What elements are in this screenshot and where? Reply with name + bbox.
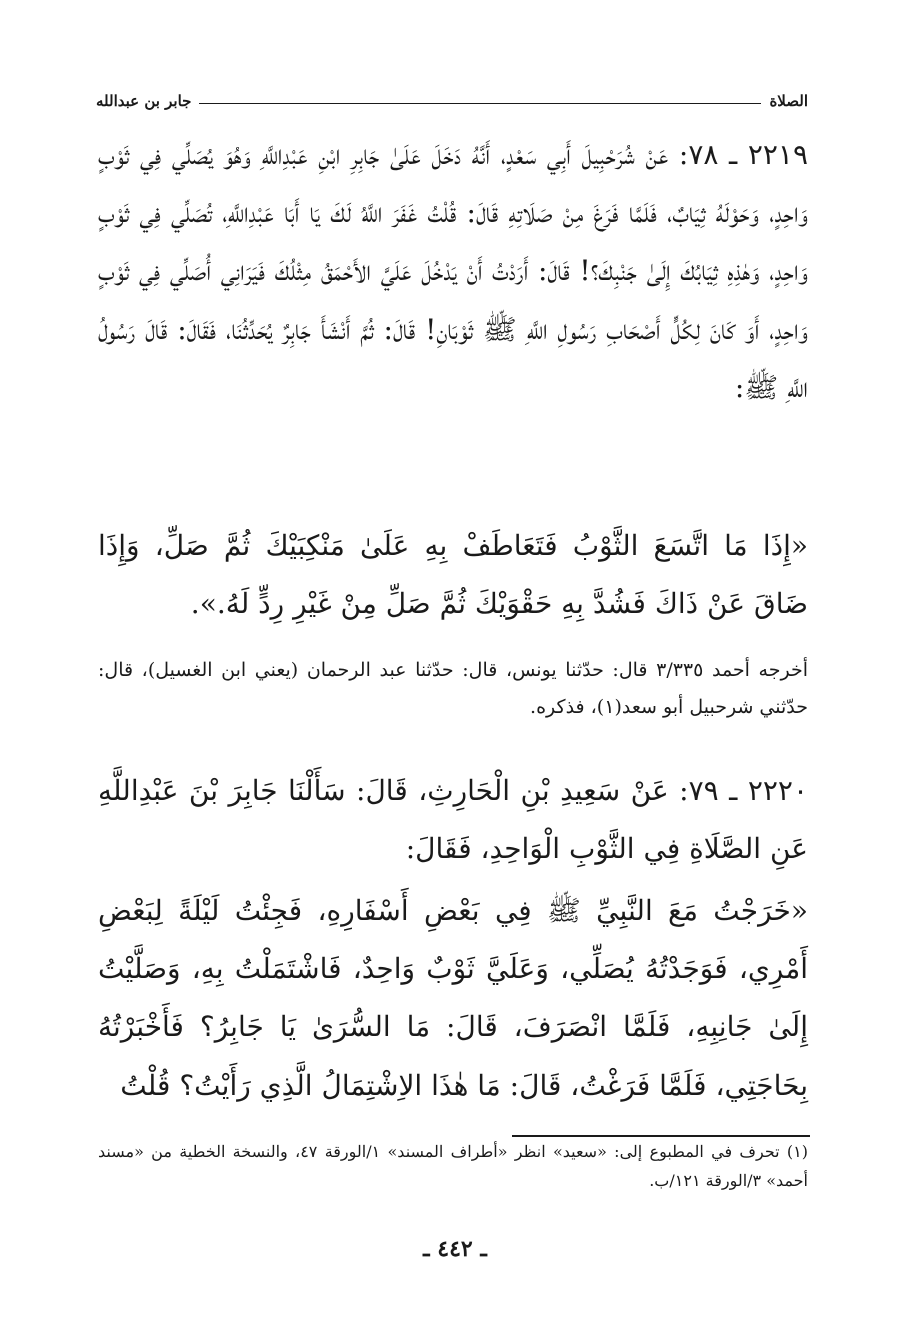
hadith-2220-text: ٢٢٢٠ ـ ٧٩: عَنْ سَعِيدِ بْنِ الْحَارِثِ، قَالَ: سَأَلْنَا جَابِرَ بْنَ عَبْدِاللَّهِ عَنِ الصَّلَاةِ فِي الثَّوْبِ الْوَاحِدِ، فَقَالَ: xyxy=(98,774,808,866)
footnote-text: (١) تحرف في المطبوع إلى: «سعيد» انظر «أطراف المسند» ١/الورقة ٤٧، والنسخة الخطية من «مسند أحمد» ٣/الورقة ١٢١/ب. xyxy=(98,1142,809,1190)
hadith-2219-quote: «إِذَا مَا اتَّسَعَ الثَّوْبُ فَتَعَاطَفْ بِهِ عَلَىٰ مَنْكِبَيْكَ ثُمَّ صَلِّ، وَإِذَا ضَاقَ عَنْ ذَاكَ فَشُدَّ بِهِ حَقْوَيْكَ ثُمَّ صَلِّ مِنْ غَيْرِ رِدٍّ لَهُ.». xyxy=(98,529,808,621)
hadith-2219-source: أخرجه أحمد ٣/٣٣٥ قال: حدّثنا يونس، قال: حدّثنا عبد الرحمان (يعني ابن الغسيل)، قال: حدّثني شرحبيل أبو سعد(١)، فذكره. xyxy=(98,659,808,718)
hadith-2219-quote-block xyxy=(98,517,808,633)
hadith-2219-text-block xyxy=(98,126,808,417)
hadith-2220-text-block xyxy=(98,762,808,878)
running-header xyxy=(96,86,808,110)
chapter-title: الصلاة xyxy=(769,92,808,110)
footnote-block xyxy=(98,1137,808,1195)
hadith-2219-text: ٢٢١٩ ـ ٧٨: عَنْ شُرَحْبِيلَ أَبِي سَعْدٍ، أَنَّهُ دَخَلَ عَلَىٰ جَابِرِ ابْنِ عَبْدِاللَّهِ وَهُوَ يُصَلِّي فِي ثَوْبٍ وَاحِدٍ، وَحَوْلَهُ ثِيَابٌ، فَلَمَّا فَرَغَ مِنْ صَلَاتِهِ قَالَ: قُلْتُ غَفَرَ اللَّهُ لَكَ يَا أَبَا عَبْدِاللَّهِ، تُصَلِّي فِي ثَوْبٍ وَاحِدٍ، وَهٰذِهِ ثِيَابُكَ إِلَىٰ جَنْبِكَ؟! قَالَ: أَرَدْتُ أَنْ يَدْخُلَ عَلَيَّ الأَحْمَقُ مِثْلُكَ فَيَرَانِي أُصَلِّي فِي ثَوْبٍ وَاحِدٍ، أَوَ كَانَ لِكُلٍّ أَصْحَابِ رَسُولِ اللَّهِ ﷺ ثَوْبَانِ! قَالَ: ثُمَّ أَنْشَأَ جَابِرٌ يُحَدِّثُنَا، فَقَالَ: قَالَ رَسُولُ اللَّهِ ﷺ: xyxy=(98,138,808,404)
page-number: ـ ٤٤٢ ـ xyxy=(423,1236,487,1262)
hadith-2220-quote-block xyxy=(98,882,808,1115)
header-rule xyxy=(199,103,761,104)
hadith-2219-source-block xyxy=(98,652,808,726)
hadith-2220-quote: «خَرَجْتُ مَعَ النَّبِيِّ ﷺ فِي بَعْضِ أَسْفَارِهِ، فَجِئْتُ لَيْلَةً لِبَعْضِ أَمْرِي، فَوَجَدْتُهُ يُصَلِّي، وَعَلَيَّ ثَوْبٌ وَاحِدٌ، فَاشْتَمَلْتُ بِهِ، وَصَلَّيْتُ إِلَىٰ جَانِبِهِ، فَلَمَّا انْصَرَفَ، قَالَ: مَا السُّرَىٰ يَا جَابِرُ؟ فَأَخْبَرْتُهُ بِحَاجَتِي، فَلَمَّا فَرَغْتُ، قَالَ: مَا هٰذَا الاِشْتِمَالُ الَّذِي رَأَيْتُ؟ قُلْتُ xyxy=(98,894,808,1102)
narrator-title: جابر بن عبدالله xyxy=(96,92,192,110)
